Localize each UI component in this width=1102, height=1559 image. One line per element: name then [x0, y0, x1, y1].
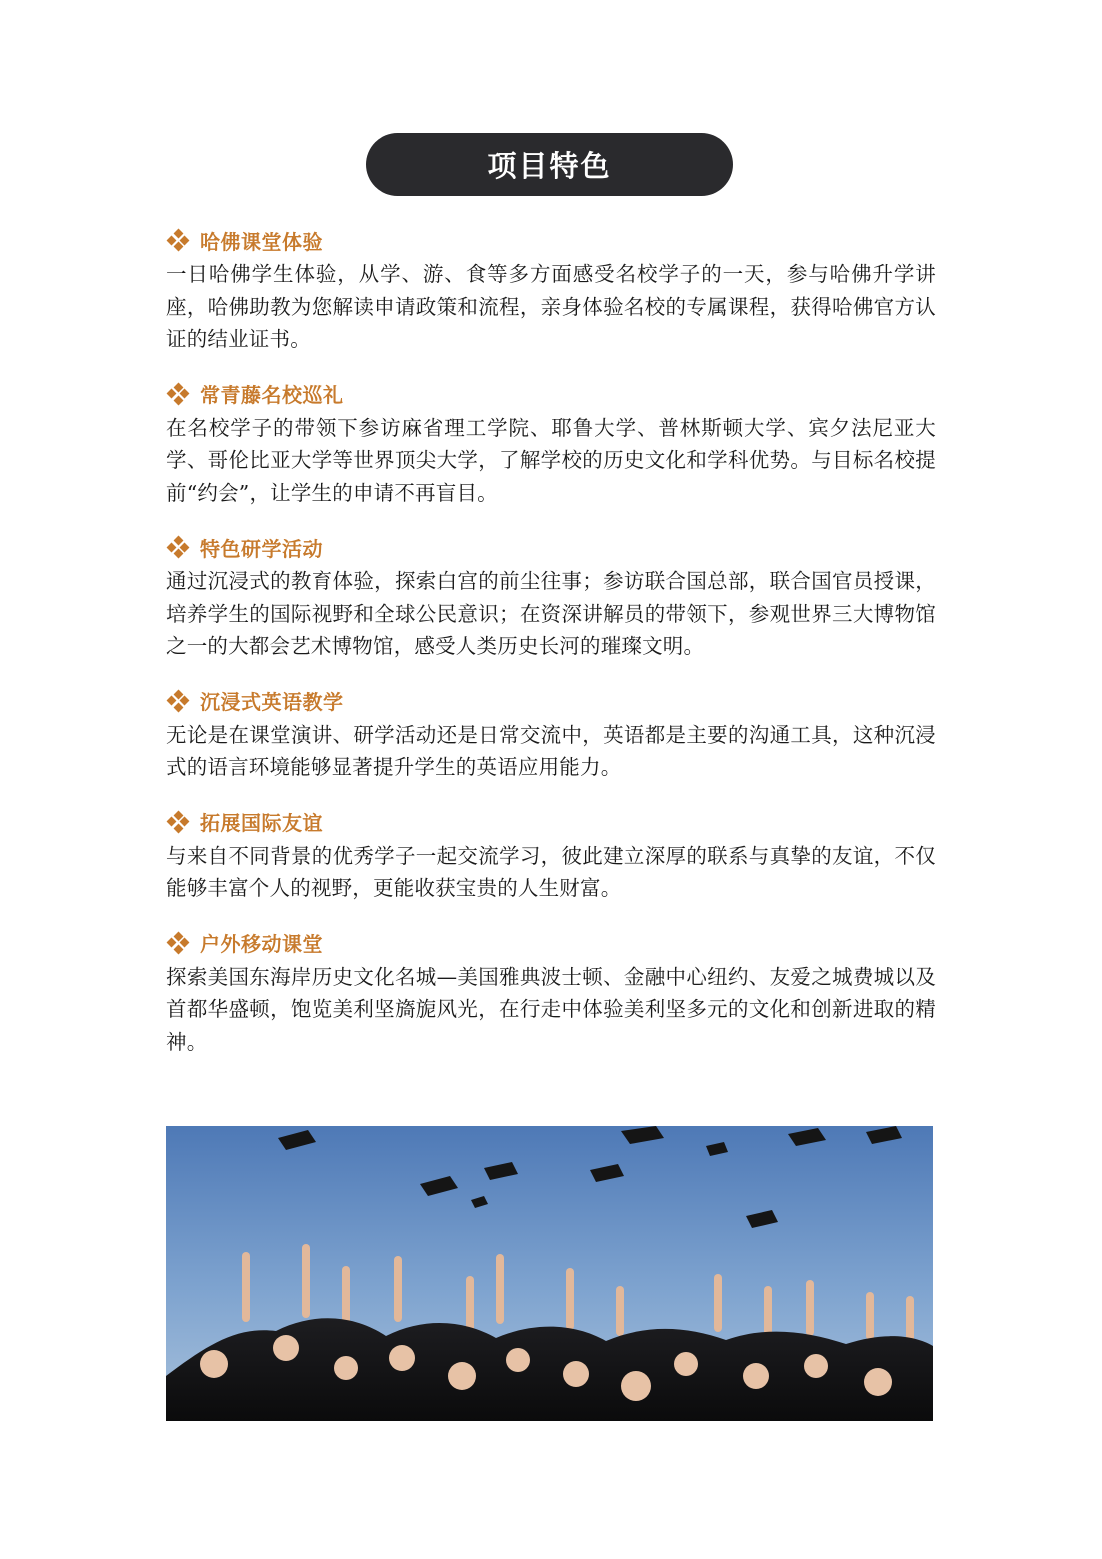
- feature-description: 无论是在课堂演讲、研学活动还是日常交流中，英语都是主要的沟通工具，这种沉浸式的语言环境能够显著提升学生的英语应用能力。: [166, 722, 936, 779]
- feature-section: [166, 224, 936, 356]
- feature-list: [166, 224, 936, 1080]
- feature-heading: [166, 806, 936, 838]
- feature-title: 常青藤名校巡礼: [200, 383, 344, 407]
- feature-title: 拓展国际友谊: [200, 811, 323, 835]
- feature-description: 一日哈佛学生体验，从学、游、食等多方面感受名校学子的一天，参与哈佛升学讲座，哈佛助教为您解读申请政策和流程，亲身体验名校的专属课程，获得哈佛官方认证的结业证书。: [166, 262, 936, 351]
- feature-section: [166, 927, 936, 1059]
- four-diamond-bullet-icon: [168, 933, 188, 953]
- page-title: 项目特色: [487, 149, 612, 183]
- four-diamond-bullet-icon: [168, 691, 188, 711]
- page-title-banner: [366, 133, 733, 196]
- feature-title: 户外移动课堂: [200, 932, 323, 956]
- feature-title: 特色研学活动: [200, 536, 323, 561]
- feature-section: [166, 806, 936, 905]
- feature-description: 与来自不同背景的优秀学子一起交流学习，彼此建立深厚的联系与真挚的友谊，不仅能够丰富个人的视野，更能收获宝贵的人生财富。: [166, 843, 936, 900]
- feature-description: 探索美国东海岸历史文化名城—美国雅典波士顿、金融中心纽约、友爱之城费城以及首都华盛顿，饱览美利坚旖旎风光，在行走中体验美利坚多元的文化和创新进取的精神。: [166, 964, 936, 1054]
- feature-section: [166, 378, 936, 510]
- four-diamond-bullet-icon: [168, 537, 188, 557]
- feature-title: 沉浸式英语教学: [200, 690, 344, 714]
- four-diamond-bullet-icon: [168, 384, 188, 404]
- feature-heading: [166, 224, 936, 256]
- graduation-photo: [166, 1126, 933, 1421]
- feature-description: 在名校学子的带领下参访麻省理工学院、耶鲁大学、普林斯顿大学、宾夕法尼亚大学、哥伦比亚大学等世界顶尖大学，了解学校的历史文化和学科优势。与目标名校提前“约会”，让学生的申请不再盲目。: [166, 415, 936, 505]
- feature-heading: [166, 685, 936, 717]
- feature-section: [166, 685, 936, 784]
- feature-heading: [166, 378, 936, 410]
- feature-title: 哈佛课堂体验: [200, 229, 323, 254]
- feature-section: [166, 531, 936, 663]
- feature-heading: [166, 927, 936, 959]
- feature-heading: [166, 531, 936, 563]
- four-diamond-bullet-icon: [168, 230, 188, 250]
- feature-description: 通过沉浸式的教育体验，探索白宫的前尘往事；参访联合国总部，联合国官员授课，培养学生的国际视野和全球公民意识；在资深讲解员的带领下，参观世界三大博物馆之一的大都会艺术博物馆，感受人类历史长河的璀璨文明。: [166, 569, 936, 658]
- four-diamond-bullet-icon: [168, 812, 188, 832]
